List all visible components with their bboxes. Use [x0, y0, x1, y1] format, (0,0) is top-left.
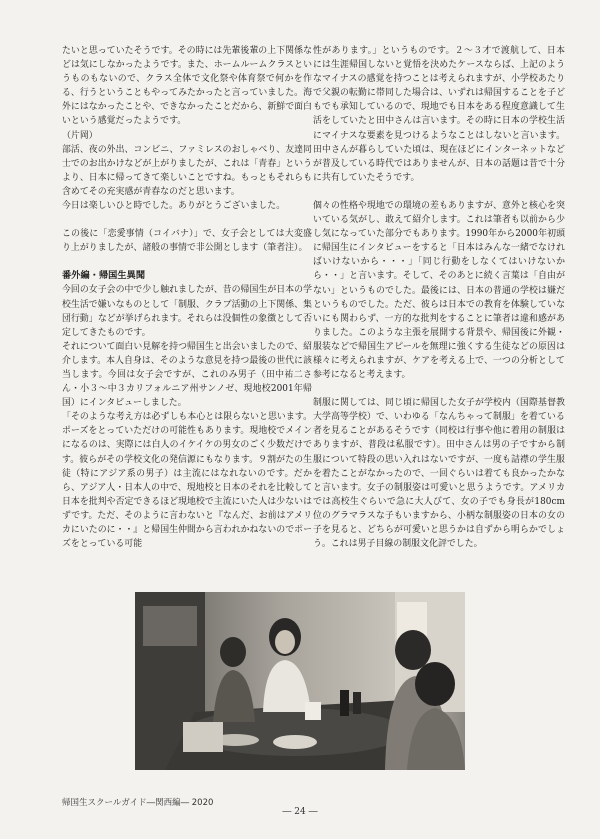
group-photo-icon: [135, 592, 465, 770]
paragraph: 性があります。」というものです。２～３才で渡航して、日本には生涯帰国しないと覚悟を決めたケースならば、上記のようなマイナスの感覚を持つことは考えられますが、小学校あたりで父親の転勤に帯同した場合は、いずれは帰国することを子どもでも承知しているので、現地でも日本をある程度意識して生活をしていたと田中さんは言います。その時に日本の学校生活にマイナスな要素を見つけるようなことはしないと言います。田中さんが暮らしていた頃は、現在ほどにインターネットなどが普及している時代ではありませんが、日本の話題は昔で十分に共有していたそうです。: [313, 46, 565, 183]
page-number: ― 24 ―: [282, 807, 318, 817]
left-column: [62, 44, 312, 551]
section-heading: 番外編・帰国生異聞: [62, 270, 146, 282]
author-note: （片岡）: [62, 130, 98, 141]
paragraph: それについて面白い見解を持つ帰国生と出会いましたので、紹介します。本人自身は、そのような意見を持つ最後の世代に該当します。今回は女子会ですが、これのみ男子（田中祐二さん・小３～中３カリフォルニア州サンノゼ、現地校2001年帰国）にインタビューしました。: [62, 341, 312, 409]
footer-title: 帰国生スクールガイド―関西編― 2020: [62, 798, 214, 808]
paragraph: この後に「恋愛事情（コイバナ）」で、女子会としては大変盛り上がりましたが、諸般の事情で非公開とします（筆者注）。: [62, 229, 312, 254]
paragraph: 部活、夜の外出、コンビニ、ファミレスのおしゃべり、友達同士でのお出かけなどが上がりましたが、これは「青春」というより、日本に帰ってきて楽しいことですね。もっともそれらも含めてその充実感が青春なのだと思います。: [62, 144, 312, 197]
paragraph: 制服に関しては、同じ頃に帰国した女子が学校内（国際基督教大学高等学校）で、いわゆる「なんちゃって制服」を着ている者を見ることがあるそうです（同校は行事や他に着用の制服はありますが、普段は私服です）。田中さんは男の子ですから制服について特段の思い入れはないですが、一度も詰襟の学生服を着たことがなかったので、一回ぐらいは着ても良かったかなと言います。女子の制服姿は可愛いと思うようです。アメリカでは高校生ぐらいで急に大人びて、女の子でも身長が180cm位のグラマラスな子もいますから、小柄な制服姿の日本の女の子を見ると、どちらが可愛いと思うかは自ずから明らかでしょう。これは男子目線の制服文化評でした。: [313, 398, 565, 550]
paragraph: 「そのような考え方は必ずしも本心とは限らないと思います。ポーズをとっていただけの可能性もあります。現地校でメインになるのは、実際には白人のイケイケの男女のごく少数だけです。彼らがその学校文化の発信源にもなります。９割がたの生徒（特にアジア系の男子）は主流にはなれないのです。だから、アジア人・日本人の中で、現地校と日本のそれを比較して日本を批判や否定できるほど現地校で主流にいた人は少ないはずです。ただ、そのように言わないと『なんだ、お前はアメリカにいたのに・・』と帰国生仲間から言われかねないのでポーズをとっている可能: [62, 412, 312, 550]
paragraph: たいと思っていたそうです。その時には先輩後輩の上下関係などは気にしなかったようです。また、ホームルームクラスというものもないので、クラス全体で文化祭や体育祭で何かを作る、行うということもやってみたかったと言っていました。海外にはなかったことや、できなかったことだから、新鮮で面白いという感覚だったようです。: [62, 46, 312, 127]
paragraph: 今日は楽しいひと時でした。ありがとうございました。: [62, 201, 286, 212]
paragraph: 個々の性格や現地での環境の差もありますが、意外と核心を突いている気がし、敢えて紹介します。これは筆者も以前から少し気になっていた部分でもあります。1990年から2000年初頭に帰国生にインタビューをすると「日本はみんな一緒でなければいけないから・・・」「同じ行動をしなくてはいけないから・・」と言います。そして、そのあとに続く言葉は「自由がない」というものでした。最後には、日本の普通の学校は嫌だというものでした。ただ、彼らは日本での教育を体験していないにも関わらず、一方的な批判をすることに筆者は違和感がありました。このような主張を展開する背景や、帰国後に外観・服装などで帰国生アピールを無理に強くする生徒などの原因は様々に考えられますが、ケアを考える上で、一つの分析として参考になると考えます。: [313, 200, 565, 381]
paragraph: 今回の女子会の中で少し触れましたが、昔の帰国生が日本の学校生活で嫌いなものとして「制服、クラブ活動の上下関係、集団行動」などが挙げられます。それらは没個性の象徴として否定してきたものです。: [62, 285, 312, 338]
group-photo: [135, 592, 465, 770]
right-column: [313, 44, 565, 551]
